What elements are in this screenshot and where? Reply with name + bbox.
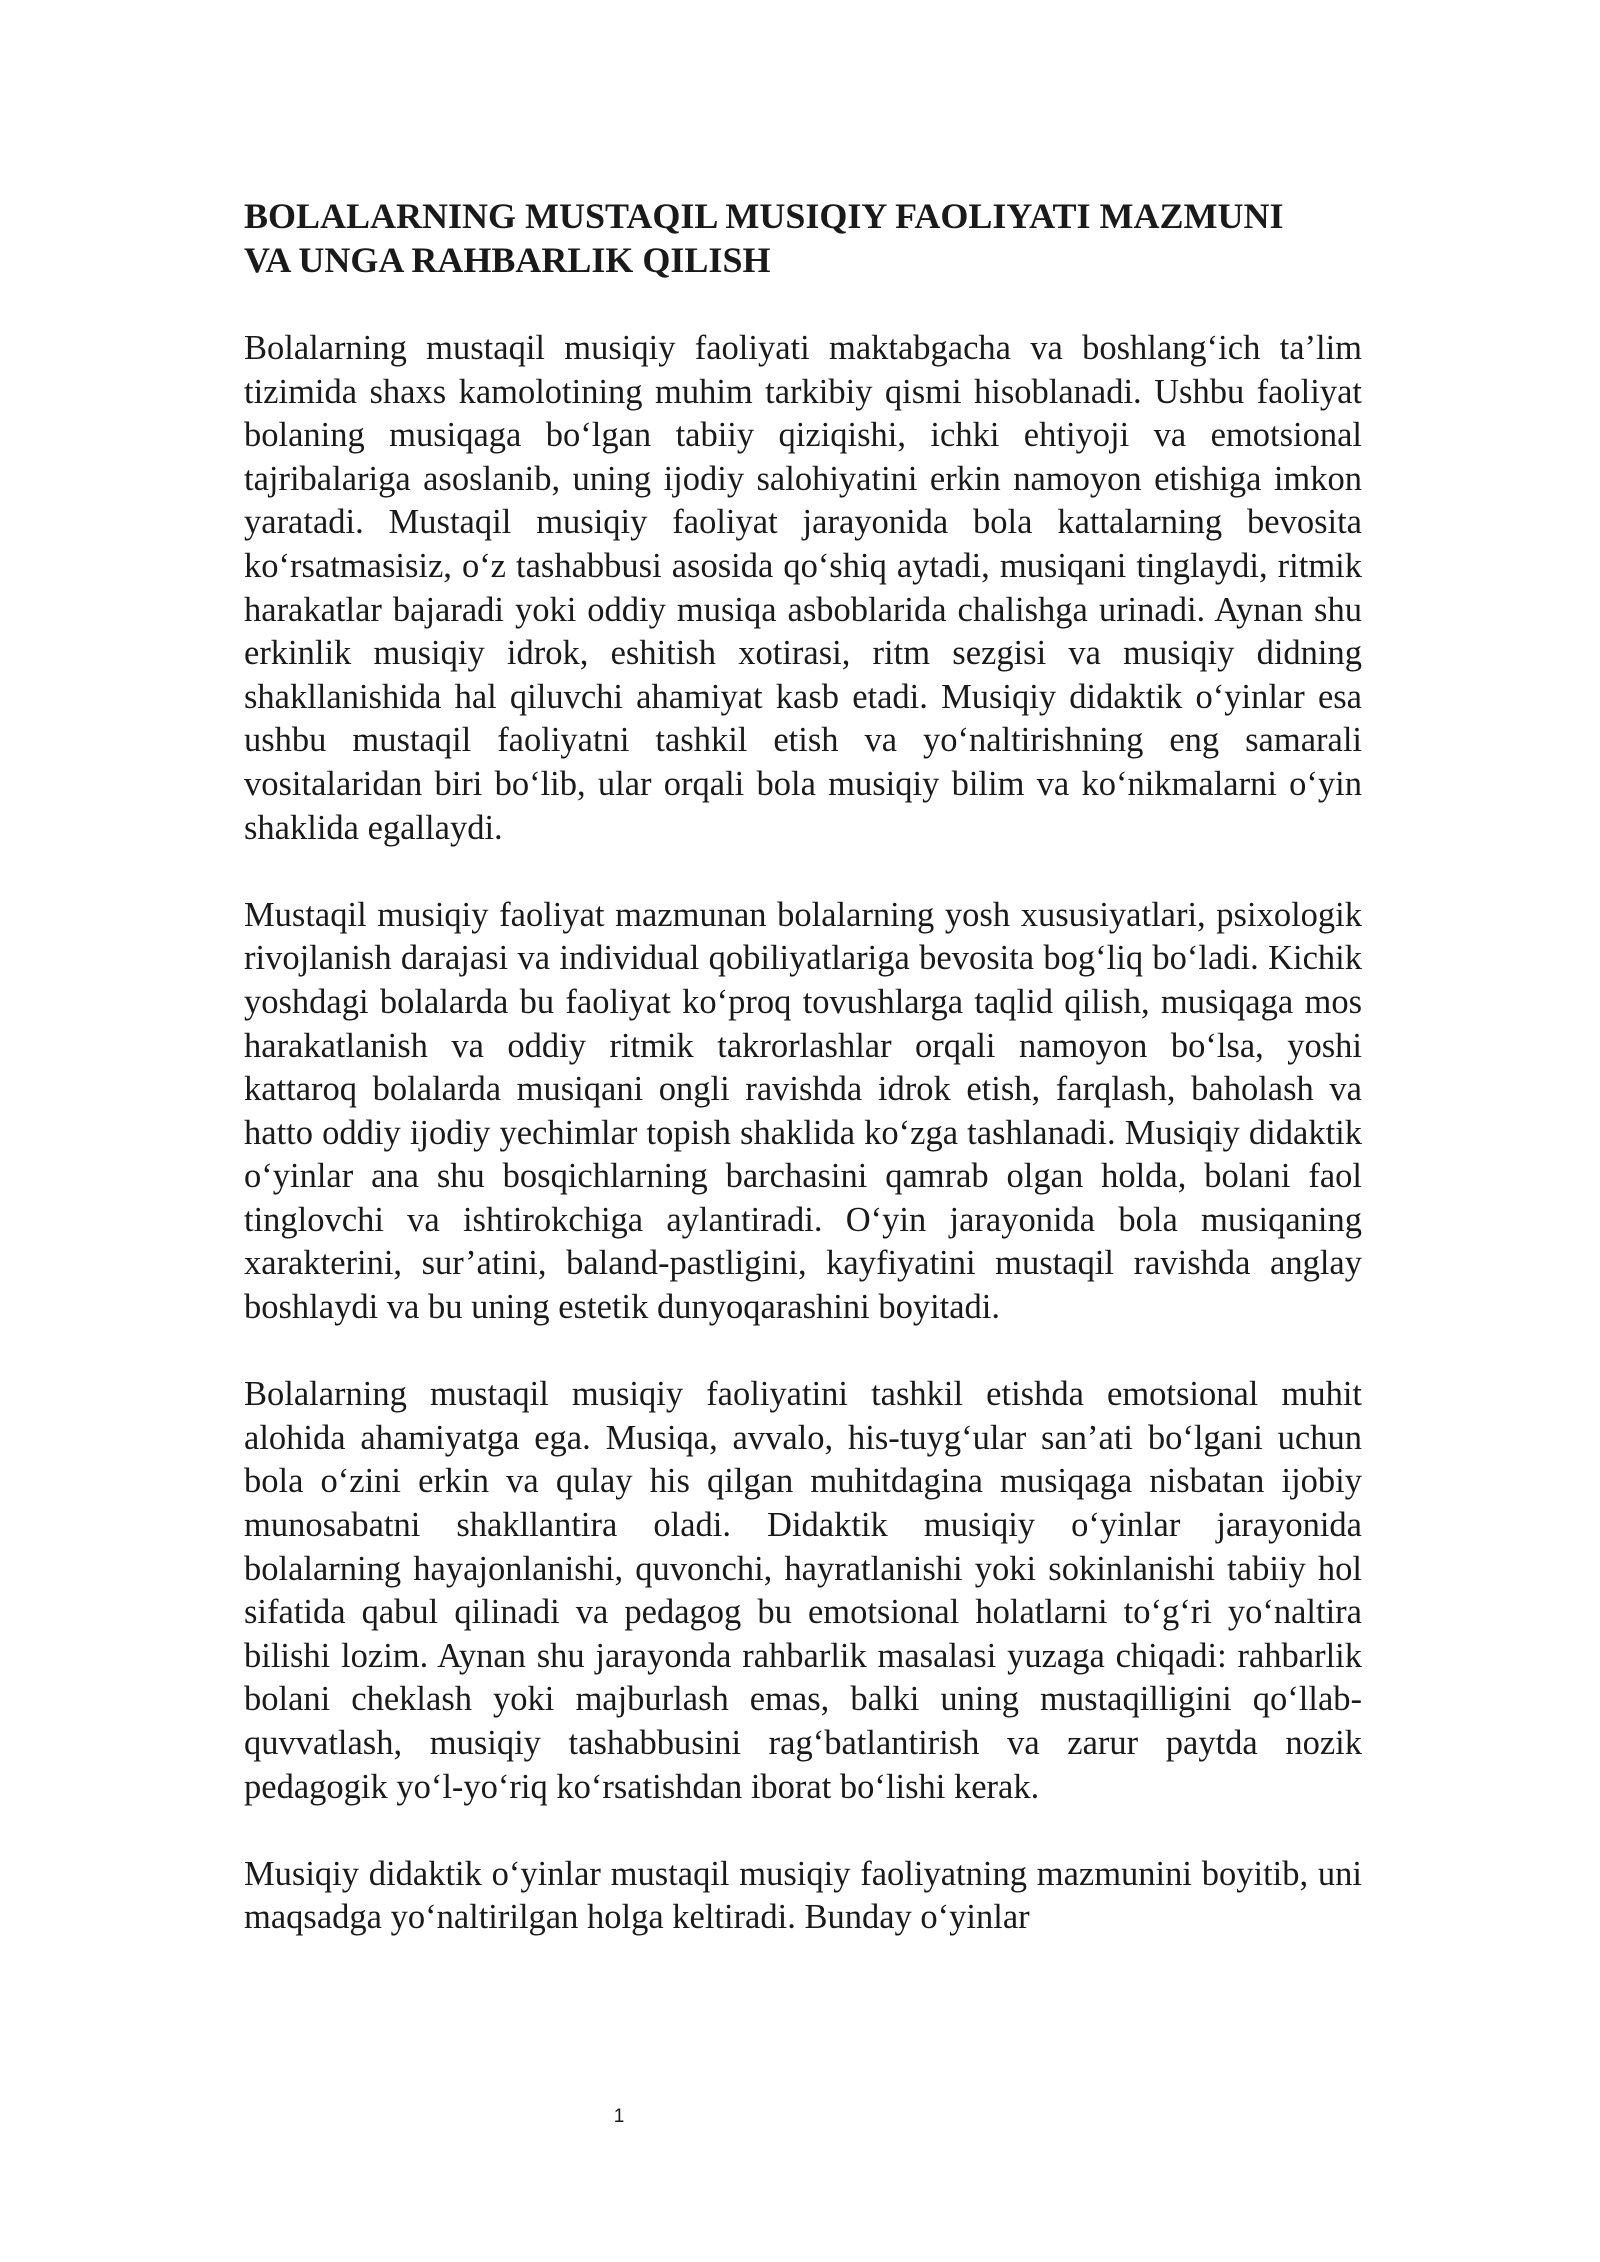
document-title xyxy=(244,194,1362,282)
page-content xyxy=(244,194,1362,1940)
title-line-1: BOLALARNING MUSTAQIL MUSIQIY FAOLIYATI MAZMUNI xyxy=(244,196,1284,236)
paragraph-2: Mustaqil musiqiy faoliyat mazmunan bolalarning yosh xususiyatlari, psixologik rivojlanish darajasi va individual qobiliyatlariga bevosita bog‘liq bo‘ladi. Kichik yoshdagi bolalarda bu faoliyat ko‘proq tovushlarga taqlid qilish, musiqaga mos harakatlanish va oddiy ritmik takrorlashlar orqali namoyon bo‘lsa, yoshi kattaroq bolalarda musiqani ongli ravishda idrok etish, farqlash, baholash va hatto oddiy ijodiy yechimlar topish shaklida ko‘zga tashlanadi. Musiqiy didaktik o‘yinlar ana shu bosqichlarning barchasini qamrab olgan holda, bolani faol tinglovchi va ishtirokchiga aylantiradi. O‘yin jarayonida bola musiqaning xarakterini, sur’atini, baland-pastligini, kayfiyatini mustaqil ravishda anglay boshlaydi va bu uning estetik dunyoqarashini boyitadi. xyxy=(244,895,1362,1327)
paragraph-4: Musiqiy didaktik o‘yinlar mustaqil musiqiy faoliyatning mazmunini boyitib, uni maqsadga yo‘naltirilgan holga keltiradi. Bunday o‘yinlar xyxy=(244,1854,1362,1937)
paragraph-3: Bolalarning mustaqil musiqiy faoliyatini tashkil etishda emotsional muhit alohida ahamiyatga ega. Musiqa, avvalo, his-tuyg‘ular san’ati bo‘lgani uchun bola o‘zini erkin va qulay his qilgan muhitdagina musiqaga nisbatan ijobiy munosabatni shakllantira oladi. Didaktik musiqiy o‘yinlar jarayonida bolalarning hayajonlanishi, quvonchi, hayratlanishi yoki sokinlanishi tabiiy hol sifatida qabul qilinadi va pedagog bu emotsional holatlarni to‘g‘ri yo‘naltira bilishi lozim. Aynan shu jarayonda rahbarlik masalasi yuzaga chiqadi: rahbarlik bolani cheklash yoki majburlash emas, balki uning mustaqilligini qo‘llab-quvvatlash, musiqiy tashabbusini rag‘batlantirish va zarur paytda nozik pedagogik yo‘l-yo‘riq ko‘rsatishdan iborat bo‘lishi kerak. xyxy=(244,1375,1362,1806)
page-number: 1 xyxy=(613,2106,625,2127)
paragraph-1: Bolalarning mustaqil musiqiy faoliyati maktabgacha va boshlang‘ich ta’lim tizimida shaxs kamolotining muhim tarkibiy qismi hisoblanadi. Ushbu faoliyat bolaning musiqaga bo‘lgan tabiiy qiziqishi, ichki ehtiyoji va emotsional tajribalariga asoslanib, uning ijodiy salohiyatini erkin namoyon etishiga imkon yaratadi. Mustaqil musiqiy faoliyat jarayonida bola kattalarning bevosita ko‘rsatmasisiz, o‘z tashabbusi asosida qo‘shiq aytadi, musiqani tinglaydi, ritmik harakatlar bajaradi yoki oddiy musiqa asboblarida chalishga urinadi. Aynan shu erkinlik musiqiy idrok, eshitish xotirasi, ritm sezgisi va musiqiy didning shakllanishida hal qiluvchi ahamiyat kasb etadi. Musiqiy didaktik o‘yinlar esa ushbu mustaqil faoliyatni tashkil etish va yo‘naltirishning eng samarali vositalaridan biri bo‘lib, ular orqali bola musiqiy bilim va ko‘nikmalarni o‘yin shaklida egallaydi. xyxy=(244,329,1362,847)
title-line-2: VA UNGA RAHBARLIK QILISH xyxy=(244,240,771,280)
